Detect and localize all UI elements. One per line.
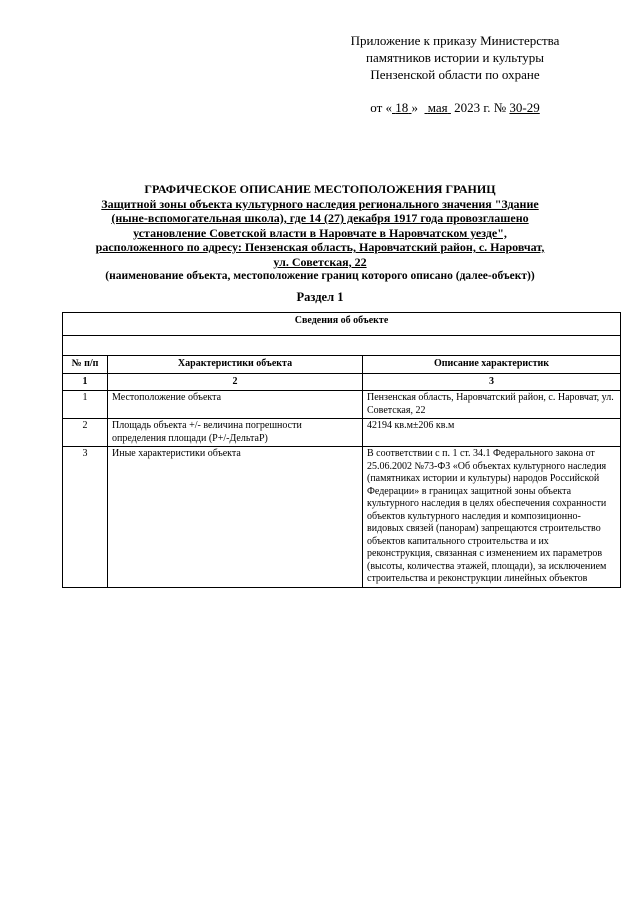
title-main: ГРАФИЧЕСКОЕ ОПИСАНИЕ МЕСТОПОЛОЖЕНИЯ ГРАНИЦ: [144, 182, 496, 196]
approval-line-3: Пензенской области по охране: [370, 67, 540, 82]
object-info-table: [62, 312, 621, 588]
date-prefix: от «: [370, 100, 392, 115]
title-line-4: расположенного по адресу: Пензенская область, Наровчатский район, с. Наровчат,: [95, 240, 545, 254]
date-month: мая: [427, 100, 448, 115]
row-description: В соответствии с п. 1 ст. 34.1 Федерального закона от 25.06.2002 №73-ФЗ «Об объектах культурного наследия (памятниках истории и культуры) народов Российской Федерации» в границах защитной зоны объекта культурного наследия в целях обеспечения сохранности объектов культурного наследия и композиционно-видовых связей (панорам) запрещаются строительство объектов капитального строительства и их реконструкция, связанная с изменением их параметров (высоты, количества этажей, площади), за исключением строительства и реконструкции линейных объектов: [363, 447, 621, 588]
table-caption: Сведения об объекте: [63, 313, 621, 336]
table-row: [63, 391, 621, 419]
table-row: [63, 447, 621, 588]
row-characteristic: Площадь объекта +/- величина погрешности определения площади (Р+/-ДельтаР): [108, 419, 363, 447]
title-line-5: ул. Советская, 22: [273, 254, 367, 269]
row-description: 42194 кв.м±206 кв.м: [363, 419, 621, 447]
section-heading: Раздел 1: [296, 290, 344, 304]
row-number: 3: [63, 447, 108, 588]
table-blank-row: [63, 336, 621, 356]
date-day: 18: [395, 100, 409, 115]
col-number-2: 2: [108, 373, 363, 391]
row-number: 1: [63, 391, 108, 419]
col-number-3: 3: [363, 373, 621, 391]
date-year: 2023 г. №: [454, 100, 507, 115]
row-number: 2: [63, 419, 108, 447]
title-line-1: Защитной зоны объекта культурного наследия регионального значения "Здание: [101, 196, 539, 211]
row-characteristic: Местоположение объекта: [108, 391, 363, 419]
col-number-1: 1: [63, 373, 108, 391]
row-description: Пензенская область, Наровчатский район, с. Наровчат, ул. Советская, 22: [363, 391, 621, 419]
header-number: № п/п: [63, 356, 108, 374]
approval-header: [300, 32, 610, 116]
approval-line-2: памятников истории и культуры: [366, 50, 544, 65]
title-line-2: (ныне-вспомогательная школа), где 14 (27) декабря 1917 года провозглашено: [111, 211, 529, 225]
document-title: [60, 182, 580, 284]
date-mid: »: [411, 100, 418, 115]
table-row: [63, 419, 621, 447]
title-line-3: установление Советской власти в Наровчате в Наровчатском уезде",: [133, 225, 507, 240]
approval-date-line: [300, 99, 610, 116]
approval-line-1: Приложение к приказу Министерства: [350, 33, 560, 48]
order-number: 30-29: [509, 100, 540, 115]
row-characteristic: Иные характеристики объекта: [108, 447, 363, 588]
header-description: Описание характеристик: [363, 356, 621, 374]
title-note: (наименование объекта, местоположение границ которого описано (далее-объект)): [105, 270, 535, 282]
header-characteristic: Характеристики объекта: [108, 356, 363, 374]
